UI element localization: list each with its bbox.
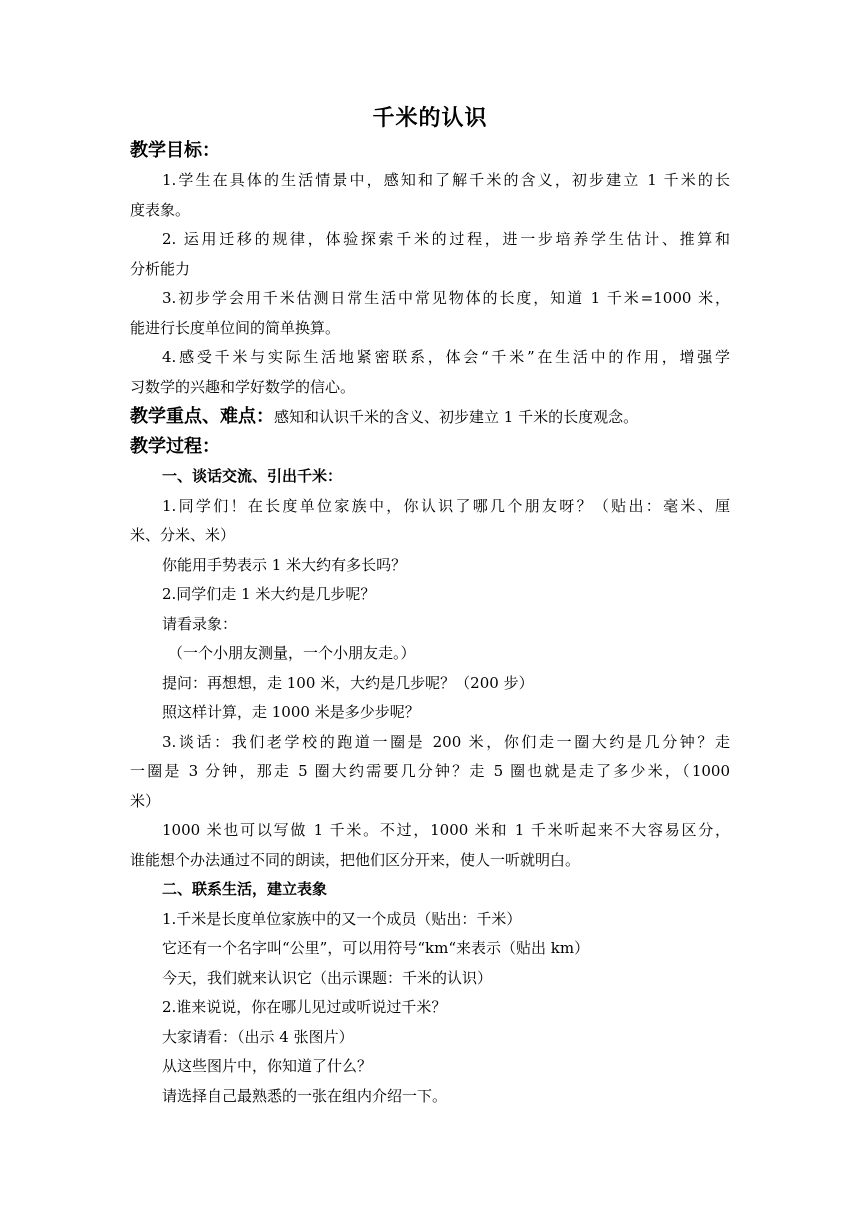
key-points-heading — [130, 402, 730, 432]
section-2-line-4: 2.谁来说说，你在哪儿见过或听说过千米？ — [162, 998, 447, 1016]
section-1-line-13: 谁能想个办法通过不同的朗读，把他们区分开来，使人一听就明白。 — [130, 850, 581, 869]
objective-4-line-1: 4.感受千米与实际生活地紧密联系，体会“千米”在生活中的作用，增强学 — [162, 348, 730, 366]
objective-3-line-2: 能进行长度单位间的简单换算。 — [130, 318, 341, 337]
key-points-text: 感知和认识千米的含义、初步建立 1 千米的长度观念。 — [274, 408, 639, 426]
section-1-line-9: 3.谈话：我们老学校的跑道一圈是 200 米，你们走一圈大约是几分钟？走 — [162, 732, 730, 751]
section-1-line-4: 2.同学们走 1 米大约是几步呢？ — [162, 585, 376, 603]
section-2-line-5: 大家请看：（出示 4 张图片） — [162, 1027, 354, 1046]
process-heading: 教学过程： — [130, 436, 220, 457]
section-2-line-7: 请选择自己最熟悉的一张在组内介绍一下。 — [162, 1086, 448, 1105]
section-2-line-1: 1.千米是长度单位家族中的又一个成员（贴出：千米） — [162, 909, 522, 928]
objective-2-line-1: 2. 运用迁移的规律，体验探索千米的过程，进一步培养学生估计、推算和 — [162, 230, 730, 248]
section-2-line-6: 从这些图片中，你知道了什么？ — [162, 1057, 373, 1075]
section-1-heading: 一、谈话交流、引出千米： — [162, 467, 343, 485]
objectives-heading: 教学目标： — [130, 140, 220, 161]
section-1-line-11: 米） — [130, 791, 161, 810]
section-1-line-2: 米、分米、米） — [130, 526, 236, 544]
objective-2-line-2: 分析能力 — [130, 259, 191, 278]
objective-4-line-2: 习数学的兴趣和学好数学的信心。 — [130, 377, 356, 396]
section-1-line-6: （一个小朋友测量，一个小朋友走。） — [168, 644, 416, 662]
section-1-line-12: 1000 米也可以写做 1 千米。不过，1000 米和 1 千米听起来不大容易区分， — [162, 821, 730, 839]
page-title: 千米的认识 — [372, 106, 488, 131]
objective-1-line-2: 度表象。 — [130, 200, 191, 219]
section-2-line-2: 它还有一个名字叫“公里”，可以用符号“km“来表示（贴出 km） — [162, 939, 590, 957]
section-1-line-7: 提问：再想想，走 100 米，大约是几步呢？（200 步） — [162, 673, 534, 692]
key-points-heading-label: 教学重点、难点： — [130, 406, 274, 427]
section-1-line-5: 请看录象： — [162, 614, 238, 633]
document-body — [130, 136, 730, 1111]
section-1-line-1: 1.同学们！在长度单位家族中，你认识了哪几个朋友呀？（贴出：毫米、厘 — [162, 496, 730, 515]
section-1-line-8: 照这样计算，走 1000 米是多少步呢？ — [162, 703, 420, 721]
section-2-line-3: 今天，我们就来认识它（出示课题：千米的认识） — [162, 968, 493, 987]
section-2-heading: 二、联系生活，建立表象 — [162, 880, 328, 898]
objective-1-line-1: 1.学生在具体的生活情景中，感知和了解千米的含义，初步建立 1 千米的长 — [162, 171, 730, 189]
section-1-line-10: 一圈是 3 分钟，那走 5 圈大约需要几分钟？走 5 圈也就是走了多少米，（1000 — [130, 762, 730, 780]
section-1-line-3: 你能用手势表示 1 米大约有多长吗？ — [162, 555, 407, 574]
objective-3-line-1: 3.初步学会用千米估测日常生活中常见物体的长度，知道 1 千米=1000 米， — [162, 289, 730, 307]
